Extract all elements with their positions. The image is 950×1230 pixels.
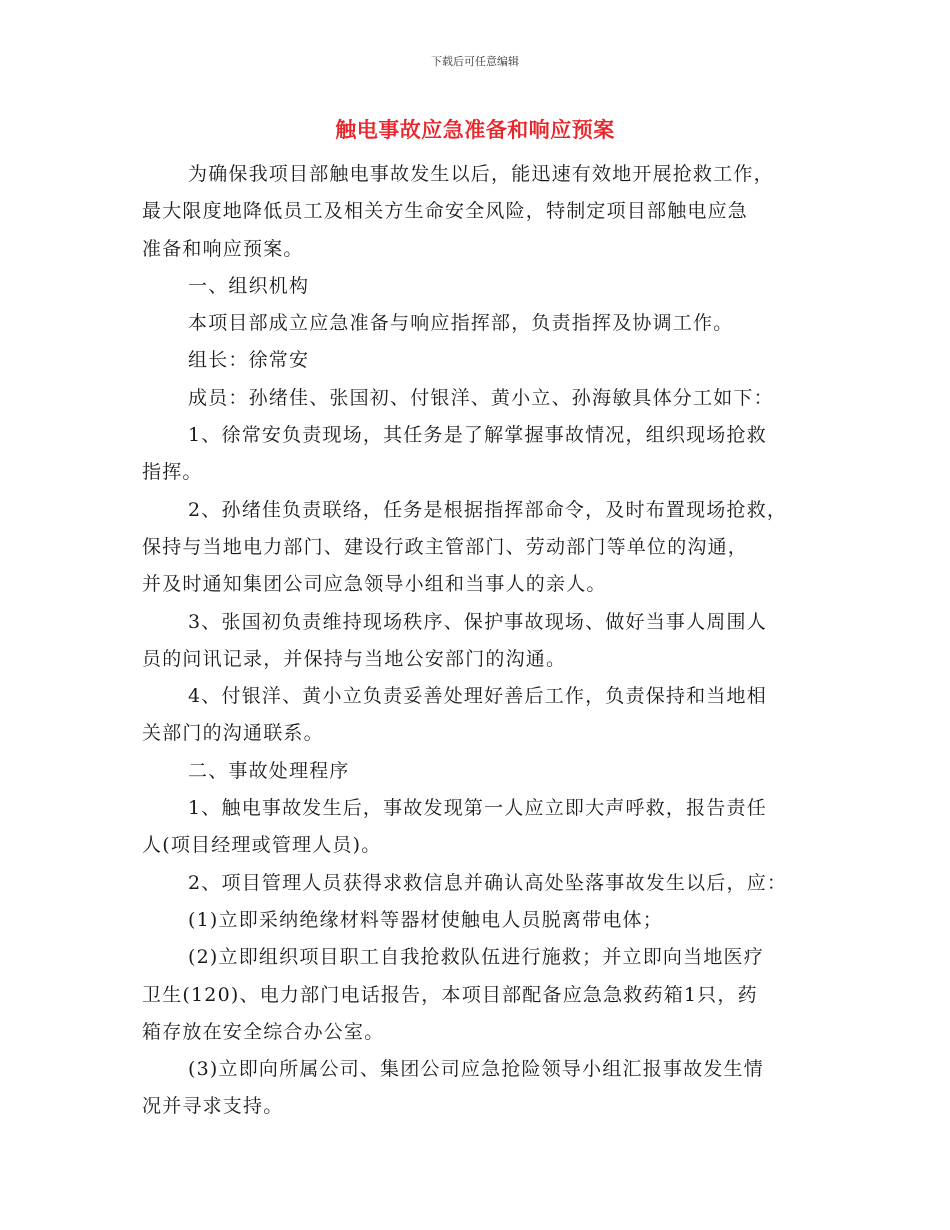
- text-line: 卫生(120)、电力部门电话报告，本项目部配备应急急救药箱1只，药: [142, 983, 758, 1006]
- text-line: 1、触电事故发生后，事故发现第一人应立即大声呼救，报告责任: [188, 797, 767, 820]
- document-body: [142, 156, 822, 1126]
- text-line: 2、孙绪佳负责联络，任务是根据指挥部命令，及时布置现场抢救，: [188, 498, 788, 521]
- text-line: 组长：徐常安: [188, 349, 310, 372]
- text-line: 箱存放在安全综合办公室。: [142, 1020, 385, 1043]
- text-line: 保持与当地电力部门、建设行政主管部门、劳动部门等单位的沟通，: [142, 535, 749, 558]
- text-line: 准备和响应预案。: [142, 237, 304, 260]
- text-line: 1、徐常安负责现场，其任务是了解掌握事故情况，组织现场抢救: [188, 424, 767, 447]
- text-line: (2)立即组织项目职工自我抢救队伍进行施救；并立即向当地医疗: [188, 946, 764, 969]
- text-line: 本项目部成立应急准备与响应指挥部，负责指挥及协调工作。: [188, 312, 734, 335]
- text-line: 3、张国初负责维持现场秩序、保护事故现场、做好当事人周围人: [188, 610, 767, 633]
- text-line: 人(项目经理或管理人员)。: [142, 834, 382, 857]
- text-line: 员的问讯记录，并保持与当地公安部门的沟通。: [142, 647, 567, 670]
- text-line: 二、事故处理程序: [188, 759, 350, 782]
- text-line: 成员：孙绪佳、张国初、付银洋、黄小立、孙海敏具体分工如下：: [188, 386, 774, 409]
- text-line: 为确保我项目部触电事故发生以后，能迅速有效地开展抢救工作，: [188, 163, 774, 185]
- text-line: 况并寻求支持。: [142, 1095, 284, 1118]
- text-line: 并及时通知集团公司应急领导小组和当事人的亲人。: [142, 573, 607, 596]
- text-line: 2、项目管理人员获得求救信息并确认高处坠落事故发生以后，应：: [188, 871, 788, 894]
- text-line: (1)立即采纳绝缘材料等器材使触电人员脱离带电体；: [188, 908, 663, 931]
- text-line: 4、付银洋、黄小立负责妥善处理好善后工作，负责保持和当地相: [188, 685, 767, 708]
- text-line: 关部门的沟通联系。: [142, 722, 324, 745]
- text-line: 最大限度地降低员工及相关方生命安全风险，特制定项目部触电应急: [142, 200, 749, 223]
- text-line: (3)立即向所属公司、集团公司应急抢险领导小组汇报事故发生情: [188, 1058, 764, 1081]
- document-title: 触电事故应急准备和响应预案: [335, 117, 615, 142]
- text-line: 指挥。: [142, 461, 203, 484]
- text-line: 一、组织机构: [188, 274, 310, 297]
- page-header-note: 下载后可任意编辑: [431, 55, 519, 68]
